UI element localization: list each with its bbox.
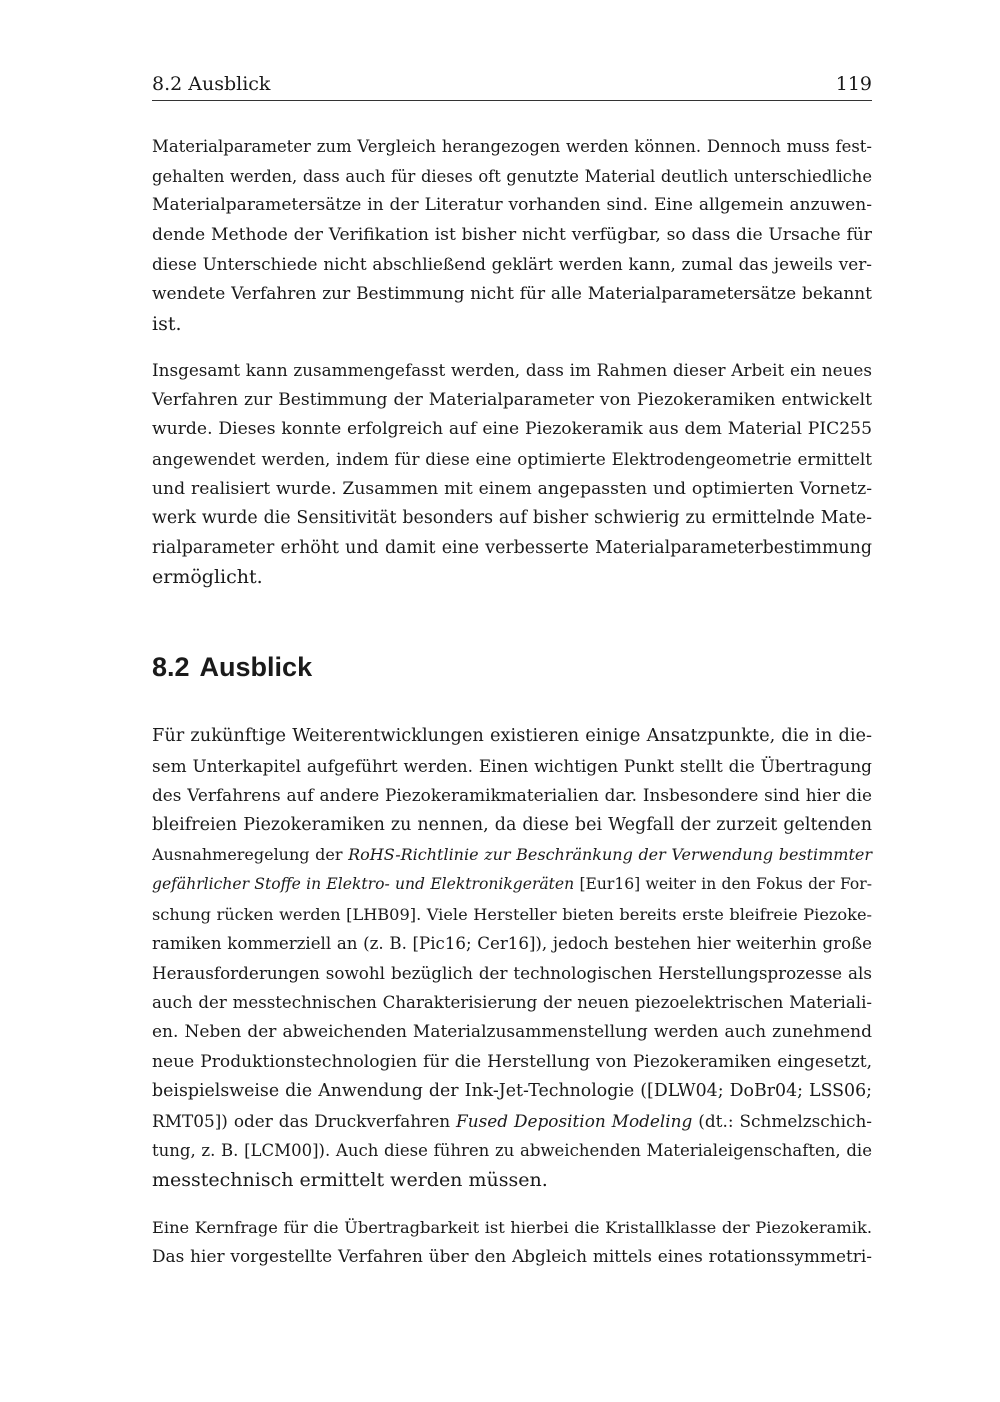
text-line: schung rücken werden [LHB09]. Viele Hersteller bieten bereits erste bleifreie Piezoke- [152, 904, 872, 924]
text-line: Für zukünftige Weiterentwicklungen existieren einige Ansatzpunkte, die in die- [152, 726, 872, 746]
text-line: rialparameter erhöht und damit eine verbesserte Materialparameterbestimmung [152, 537, 872, 558]
fdm-term: Fused Deposition Modeling [456, 1110, 693, 1131]
text-segment: Ausnahmeregelung der [152, 845, 349, 865]
header-page-number: 119 [835, 73, 872, 95]
text-line: ermöglicht. [152, 566, 263, 589]
text-line: Verfahren zur Bestimmung der Materialparameter von Piezokeramiken entwickelt [152, 389, 872, 410]
text-line [152, 840, 872, 870]
text-line: ramiken kommerziell an (z. B. [Pic16; Cer16]), jedoch bestehen hier weiterhin große [152, 934, 872, 954]
text-line: auch der messtechnischen Charakterisierung der neuen piezoelektrischen Materiali- [152, 993, 872, 1013]
text-line: Materialparameter zum Vergleich herangezogen werden können. Dennoch muss fest- [152, 137, 872, 156]
text-segment: RMT05]) oder das Druckverfahren [152, 1110, 457, 1131]
text-line: angewendet werden, indem für diese eine optimierte Elektrodengeometrie ermittelt [152, 448, 872, 469]
text-line: und realisiert wurde. Zusammen mit einem angepassten und optimierten Vornetz- [152, 478, 872, 499]
text-line: sem Unterkapitel aufgeführt werden. Einen wichtigen Punkt stellt die Übertragung [152, 755, 872, 776]
text-line [152, 870, 872, 900]
text-line: messtechnisch ermittelt werden müssen. [152, 1168, 548, 1191]
intro-text-block [152, 132, 872, 593]
text-line: beispielsweise die Anwendung der Ink-Jet-Technologie ([DLW04; DoBr04; LSS06; [152, 1081, 872, 1102]
running-header [152, 70, 872, 101]
text-line: bleifreien Piezokeramiken zu nennen, da diese bei Wegfall der zurzeit geltenden [152, 814, 872, 835]
text-line: Materialparametersätze in der Literatur vorhanden sind. Eine allgemein anzuwen- [152, 195, 872, 216]
text-line: ist. [152, 312, 182, 335]
text-line: gehalten werden, dass auch für dieses oft genutzte Material deutlich unterschiedliche [152, 166, 872, 186]
text-line: Insgesamt kann zusammengefasst werden, dass im Rahmen dieser Arbeit ein neues [152, 360, 872, 381]
text-line [152, 1107, 872, 1137]
text-line: diese Unterschiede nicht abschließend geklärt werden kann, zumal das jeweils ver- [152, 254, 872, 275]
section-heading [152, 650, 312, 684]
text-segment: (dt.: Schmelzschich- [692, 1110, 873, 1131]
text-line: neue Produktionstechnologien für die Herstellung von Piezokeramiken eingesetzt, [152, 1051, 872, 1072]
section-title: Ausblick [199, 652, 313, 682]
text-line: werk wurde die Sensitivität besonders auf bisher schwierig zu ermittelnde Mate- [152, 508, 872, 529]
paragraph-summary-conclusion [152, 356, 872, 593]
outlook-text-block [152, 722, 872, 1272]
text-segment: [Eur16] weiter in den Fokus der For- [574, 874, 872, 893]
text-line: des Verfahrens auf andere Piezokeramikmaterialien dar. Insbesondere sind hier die [152, 785, 872, 806]
text-line: Herausforderungen sowohl bezüglich der technologischen Herstellungsprozesse als [152, 962, 872, 983]
rohs-directive-title: RoHS-Richtlinie zur Beschränkung der Verwendung bestimmter [348, 845, 872, 865]
paragraph-crystal-class [152, 1213, 872, 1272]
text-line: Das hier vorgestellte Verfahren über den Abgleich mittels eines rotationssymmetri- [152, 1246, 872, 1267]
text-line: tung, z. B. [LCM00]). Auch diese führen zu abweichenden Materialeigenschaften, die [152, 1141, 872, 1161]
text-line: Eine Kernfrage für die Übertragbarkeit ist hierbei die Kristallklasse der Piezokeramik. [152, 1217, 872, 1237]
section-number: 8.2 [152, 652, 190, 682]
paragraph-summary-literature [152, 132, 872, 339]
text-line: wendete Verfahren zur Bestimmung nicht für alle Materialparametersätze bekannt [152, 283, 872, 304]
paragraph-outlook-materials [152, 722, 872, 1196]
text-line: dende Methode der Verifikation ist bisher nicht verfügbar, so dass die Ursache für [152, 224, 872, 245]
header-section-title: 8.2 Ausblick [152, 73, 271, 95]
rohs-directive-title-cont: gefährlicher Stoffe in Elektro- und Elektronikgeräten [152, 874, 575, 893]
text-line: en. Neben der abweichenden Materialzusammenstellung werden auch zunehmend [152, 1021, 872, 1042]
text-line: wurde. Dieses konnte erfolgreich auf eine Piezokeramik aus dem Material PIC255 [152, 419, 872, 440]
